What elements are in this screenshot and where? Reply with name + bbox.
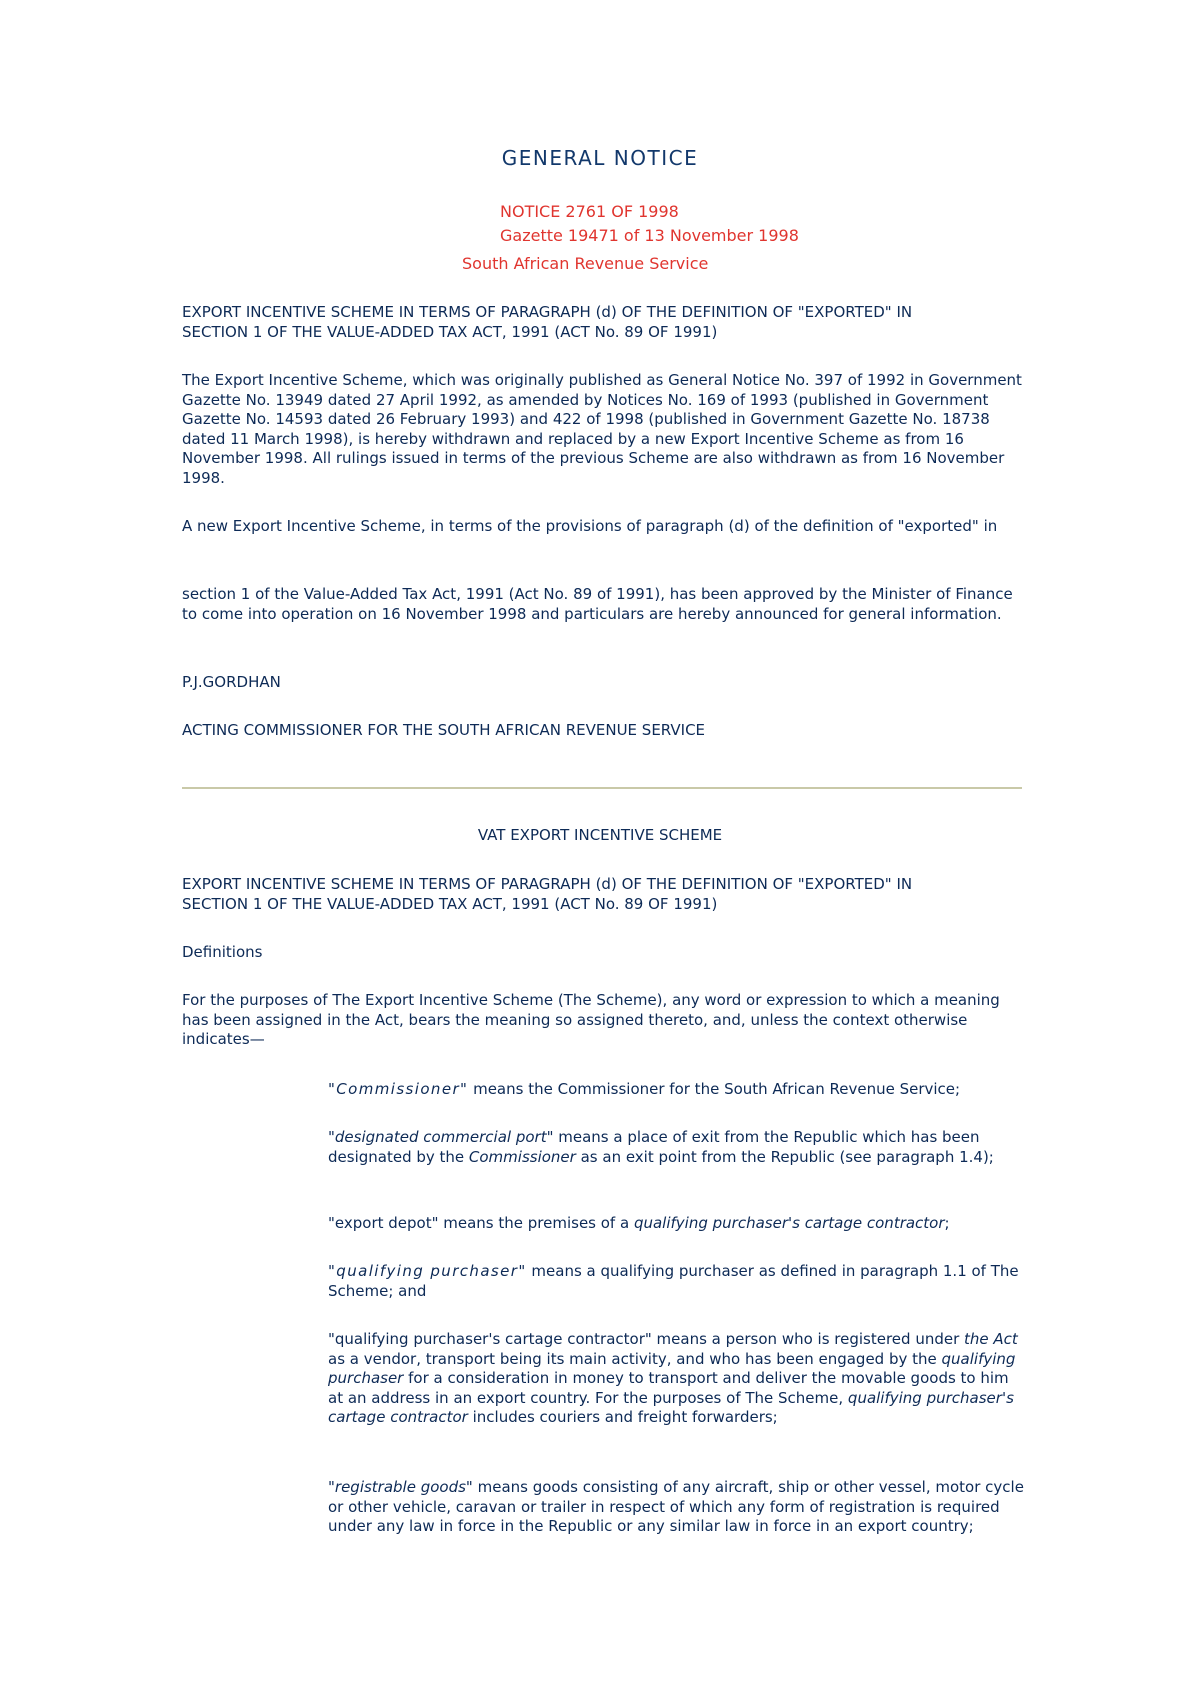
gazette-reference: Gazette 19471 of 13 November 1998 <box>500 226 799 245</box>
definition-export-depot: "export depot" means the premises of a qualifying purchaser's cartage contractor; <box>328 1214 950 1232</box>
section-divider <box>182 787 1022 789</box>
definition-qualifying-purchaser: "qualifying purchaser" means a qualifying purchaser as defined in paragraph 1.1 of The Scheme; and <box>328 1262 1019 1300</box>
intro-heading-line-2: SECTION 1 OF THE VALUE-ADDED TAX ACT, 1991 (ACT No. 89 OF 1991) <box>182 322 718 341</box>
intro-heading <box>182 303 1022 342</box>
definition-registrable-goods: "registrable goods" means goods consisting of any aircraft, ship or other vessel, motor cycle or other vehicle, caravan or trailer in respect of which any form of registration is required under any law in force in the Republic or any similar law in force in an export country; <box>328 1478 1024 1535</box>
scheme-heading-line-1: EXPORT INCENTIVE SCHEME IN TERMS OF PARAGRAPH (d) OF THE DEFINITION OF "EXPORTED" IN <box>182 875 913 893</box>
definition-term: "Commissioner" <box>328 1080 469 1098</box>
scheme-heading <box>182 875 1022 914</box>
intro-heading-line-1: EXPORT INCENTIVE SCHEME IN TERMS OF PARAGRAPH (d) OF THE DEFINITION OF "EXPORTED" IN <box>182 303 913 321</box>
definition-term: "designated commercial port" <box>328 1128 554 1146</box>
definition-term: "qualifying purchaser" <box>328 1262 527 1280</box>
new-scheme-paragraph: A new Export Incentive Scheme, in terms of the provisions of paragraph (d) of the definition of "exported" in <box>182 517 998 535</box>
withdrawal-paragraph: The Export Incentive Scheme, which was originally published as General Notice No. 397 of 1992 in Government Gazette No. 13949 dated 27 April 1992, as amended by Notices No. 169 of 1993 (published in Government Gazette No. 14593 dated 26 February 1993) and 422 of 1998 (published in Government Gazette No. 18738 dated 11 March 1998), is hereby withdrawn and replaced by a new Export Incentive Scheme as from 16 November 1998. All rulings issued in terms of the previous Scheme are also withdrawn as from 16 November 1998. <box>182 371 1022 487</box>
scheme-title: VAT EXPORT INCENTIVE SCHEME <box>477 826 723 844</box>
definitions-intro: For the purposes of The Export Incentive Scheme (The Scheme), any word or expression to which a meaning has been assigned in the Act, bears the meaning so assigned thereto, and, unless the context otherwise indicates— <box>182 991 1000 1048</box>
page-title: GENERAL NOTICE <box>501 146 699 170</box>
approval-paragraph: section 1 of the Value-Added Tax Act, 1991 (Act No. 89 of 1991), has been approved by the Minister of Finance to come into operation on 16 November 1998 and particulars are hereby announced for general information. <box>182 585 1013 623</box>
scheme-heading-line-2: SECTION 1 OF THE VALUE-ADDED TAX ACT, 1991 (ACT No. 89 OF 1991) <box>182 894 718 913</box>
signatory-title: ACTING COMMISSIONER FOR THE SOUTH AFRICAN REVENUE SERVICE <box>182 721 706 739</box>
definition-designated-commercial-port: "designated commercial port" means a place of exit from the Republic which has been designated by the Commissioner as an exit point from the Republic (see paragraph 1.4); <box>328 1128 994 1166</box>
definition-commissioner: "Commissioner" means the Commissioner for the South African Revenue Service; <box>328 1080 961 1098</box>
agency-name: South African Revenue Service <box>462 254 709 273</box>
notice-number: NOTICE 2761 OF 1998 <box>500 202 679 221</box>
signatory-name: P.J.GORDHAN <box>182 673 281 691</box>
definitions-label: Definitions <box>182 943 263 961</box>
definition-term: "registrable goods" <box>328 1478 473 1496</box>
definition-cartage-contractor: "qualifying purchaser's cartage contractor" means a person who is registered under the Act as a vendor, transport being its main activity, and who has been engaged by the qualifying purchaser for a consideration in money to transport and deliver the movable goods to him at an address in an export country. For the purposes of The Scheme, qualifying purchaser's cartage contractor includes couriers and freight forwarders; <box>328 1330 1018 1426</box>
